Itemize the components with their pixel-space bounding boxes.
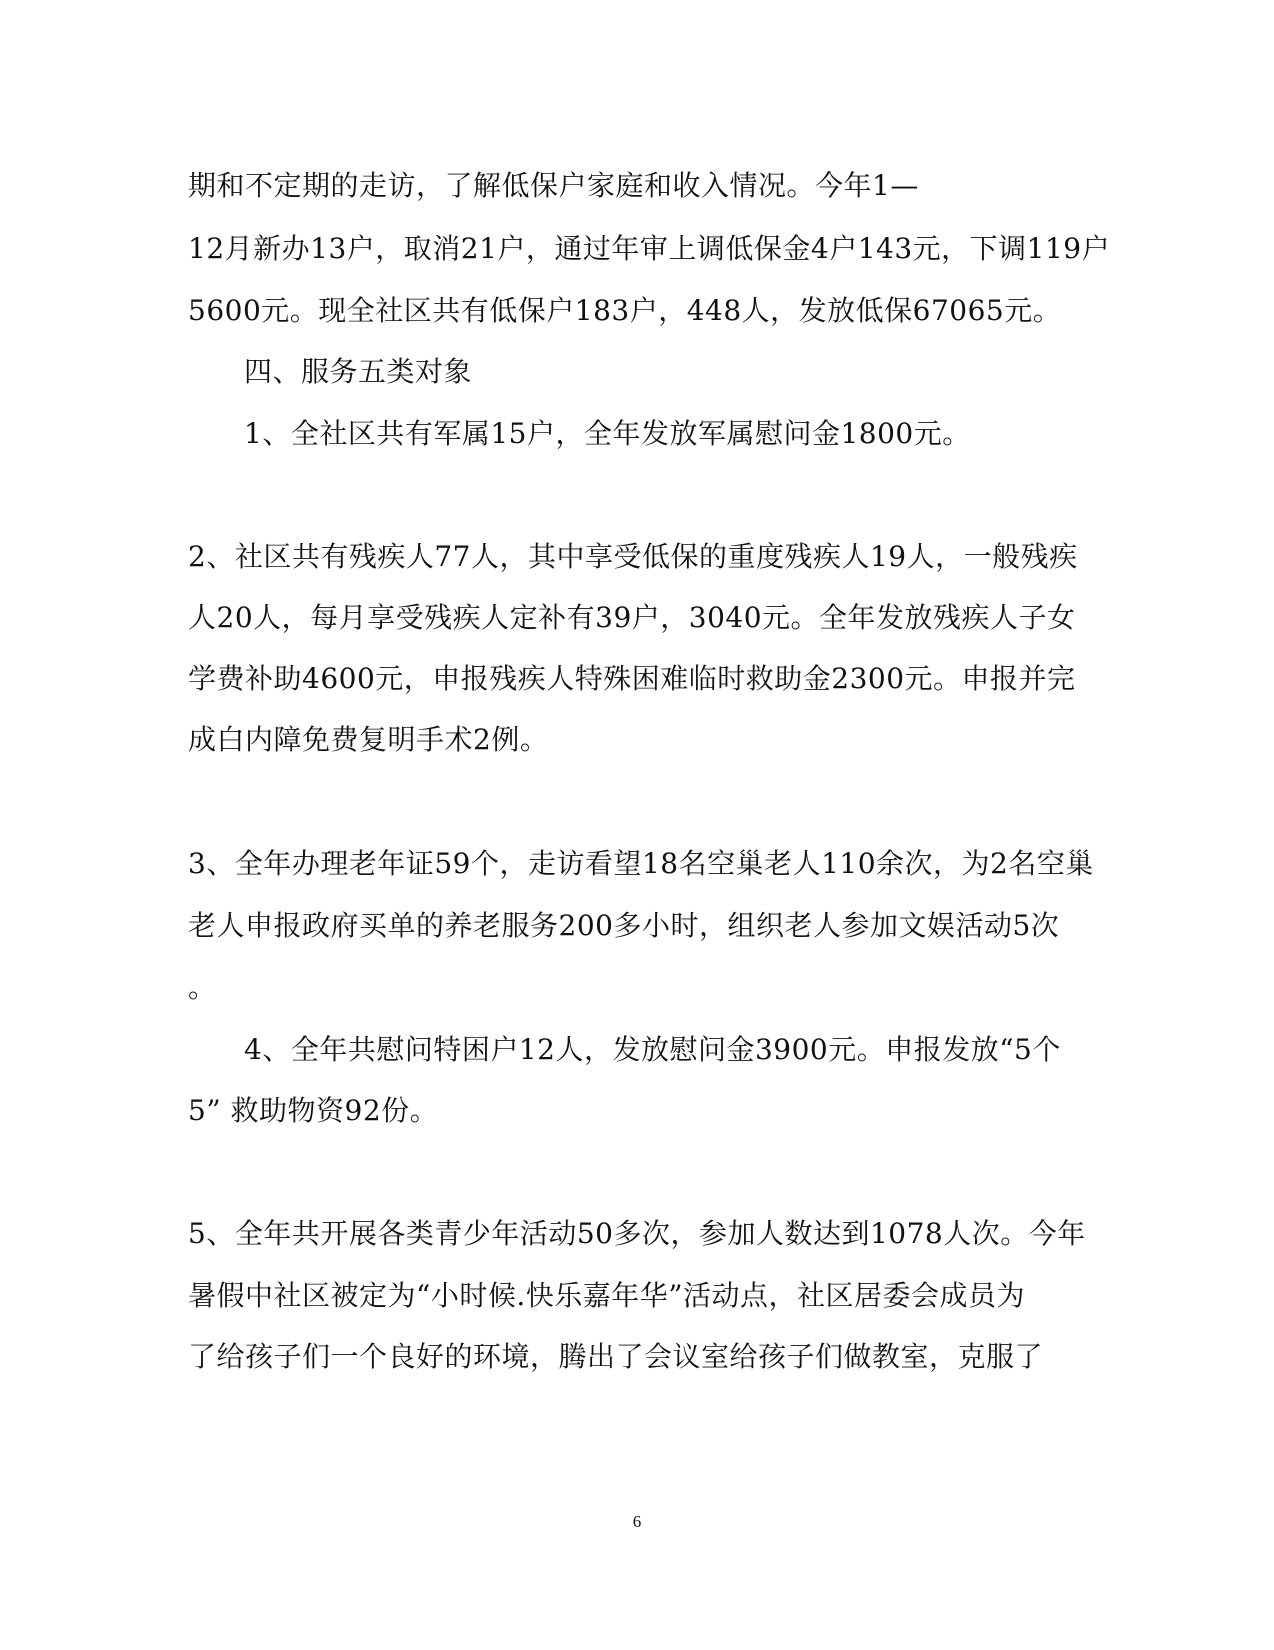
paragraph-line: 3、全年办理老年证59个，走访看望18名空巢老人110余次，为2名空巢 <box>188 847 1094 880</box>
paragraph-line: 了给孩子们一个良好的环境，腾出了会议室给孩子们做教室，克服了 <box>188 1340 1044 1373</box>
paragraph-line: 老人申报政府买单的养老服务200多小时，组织老人参加文娱活动5次 <box>188 909 1060 942</box>
paragraph-line: 5600元。现全社区共有低保户183户，448人，发放低保67065元。 <box>188 294 1062 327</box>
page-number: 6 <box>632 1512 642 1531</box>
paragraph-line: 人20人，每月享受残疾人定补有39户，3040元。全年发放残疾人子女 <box>188 601 1076 634</box>
paragraph-line: 1、全社区共有军属15户，全年发放军属慰问金1800元。 <box>244 417 971 450</box>
paragraph-line: 5” 救助物资92份。 <box>188 1094 439 1127</box>
section-heading: 四、服务五类对象 <box>244 355 473 388</box>
paragraph-line: 成白内障免费复明手术2例。 <box>188 723 549 756</box>
paragraph-line: 学费补助4600元，申报残疾人特殊困难临时救助金2300元。申报并完 <box>188 662 1076 695</box>
paragraph-line: 12月新办13户，取消21户，通过年审上调低保金4户143元，下调119户 <box>188 232 1111 265</box>
paragraph-line: 暑假中社区被定为“小时候.快乐嘉年华”活动点，社区居委会成员为 <box>188 1279 1026 1312</box>
paragraph-line: 5、全年共开展各类青少年活动50多次，参加人数达到1078人次。今年 <box>188 1217 1086 1250</box>
paragraph-line: 2、社区共有残疾人77人，其中享受低保的重度残疾人19人，一般残疾 <box>188 540 1078 573</box>
paragraph-line: 期和不定期的走访，了解低保户家庭和收入情况。今年1— <box>188 169 919 202</box>
paragraph-line: 。 <box>188 971 217 1004</box>
paragraph-line: 4、全年共慰问特困户12人，发放慰问金3900元。申报发放“5个 <box>244 1033 1061 1066</box>
